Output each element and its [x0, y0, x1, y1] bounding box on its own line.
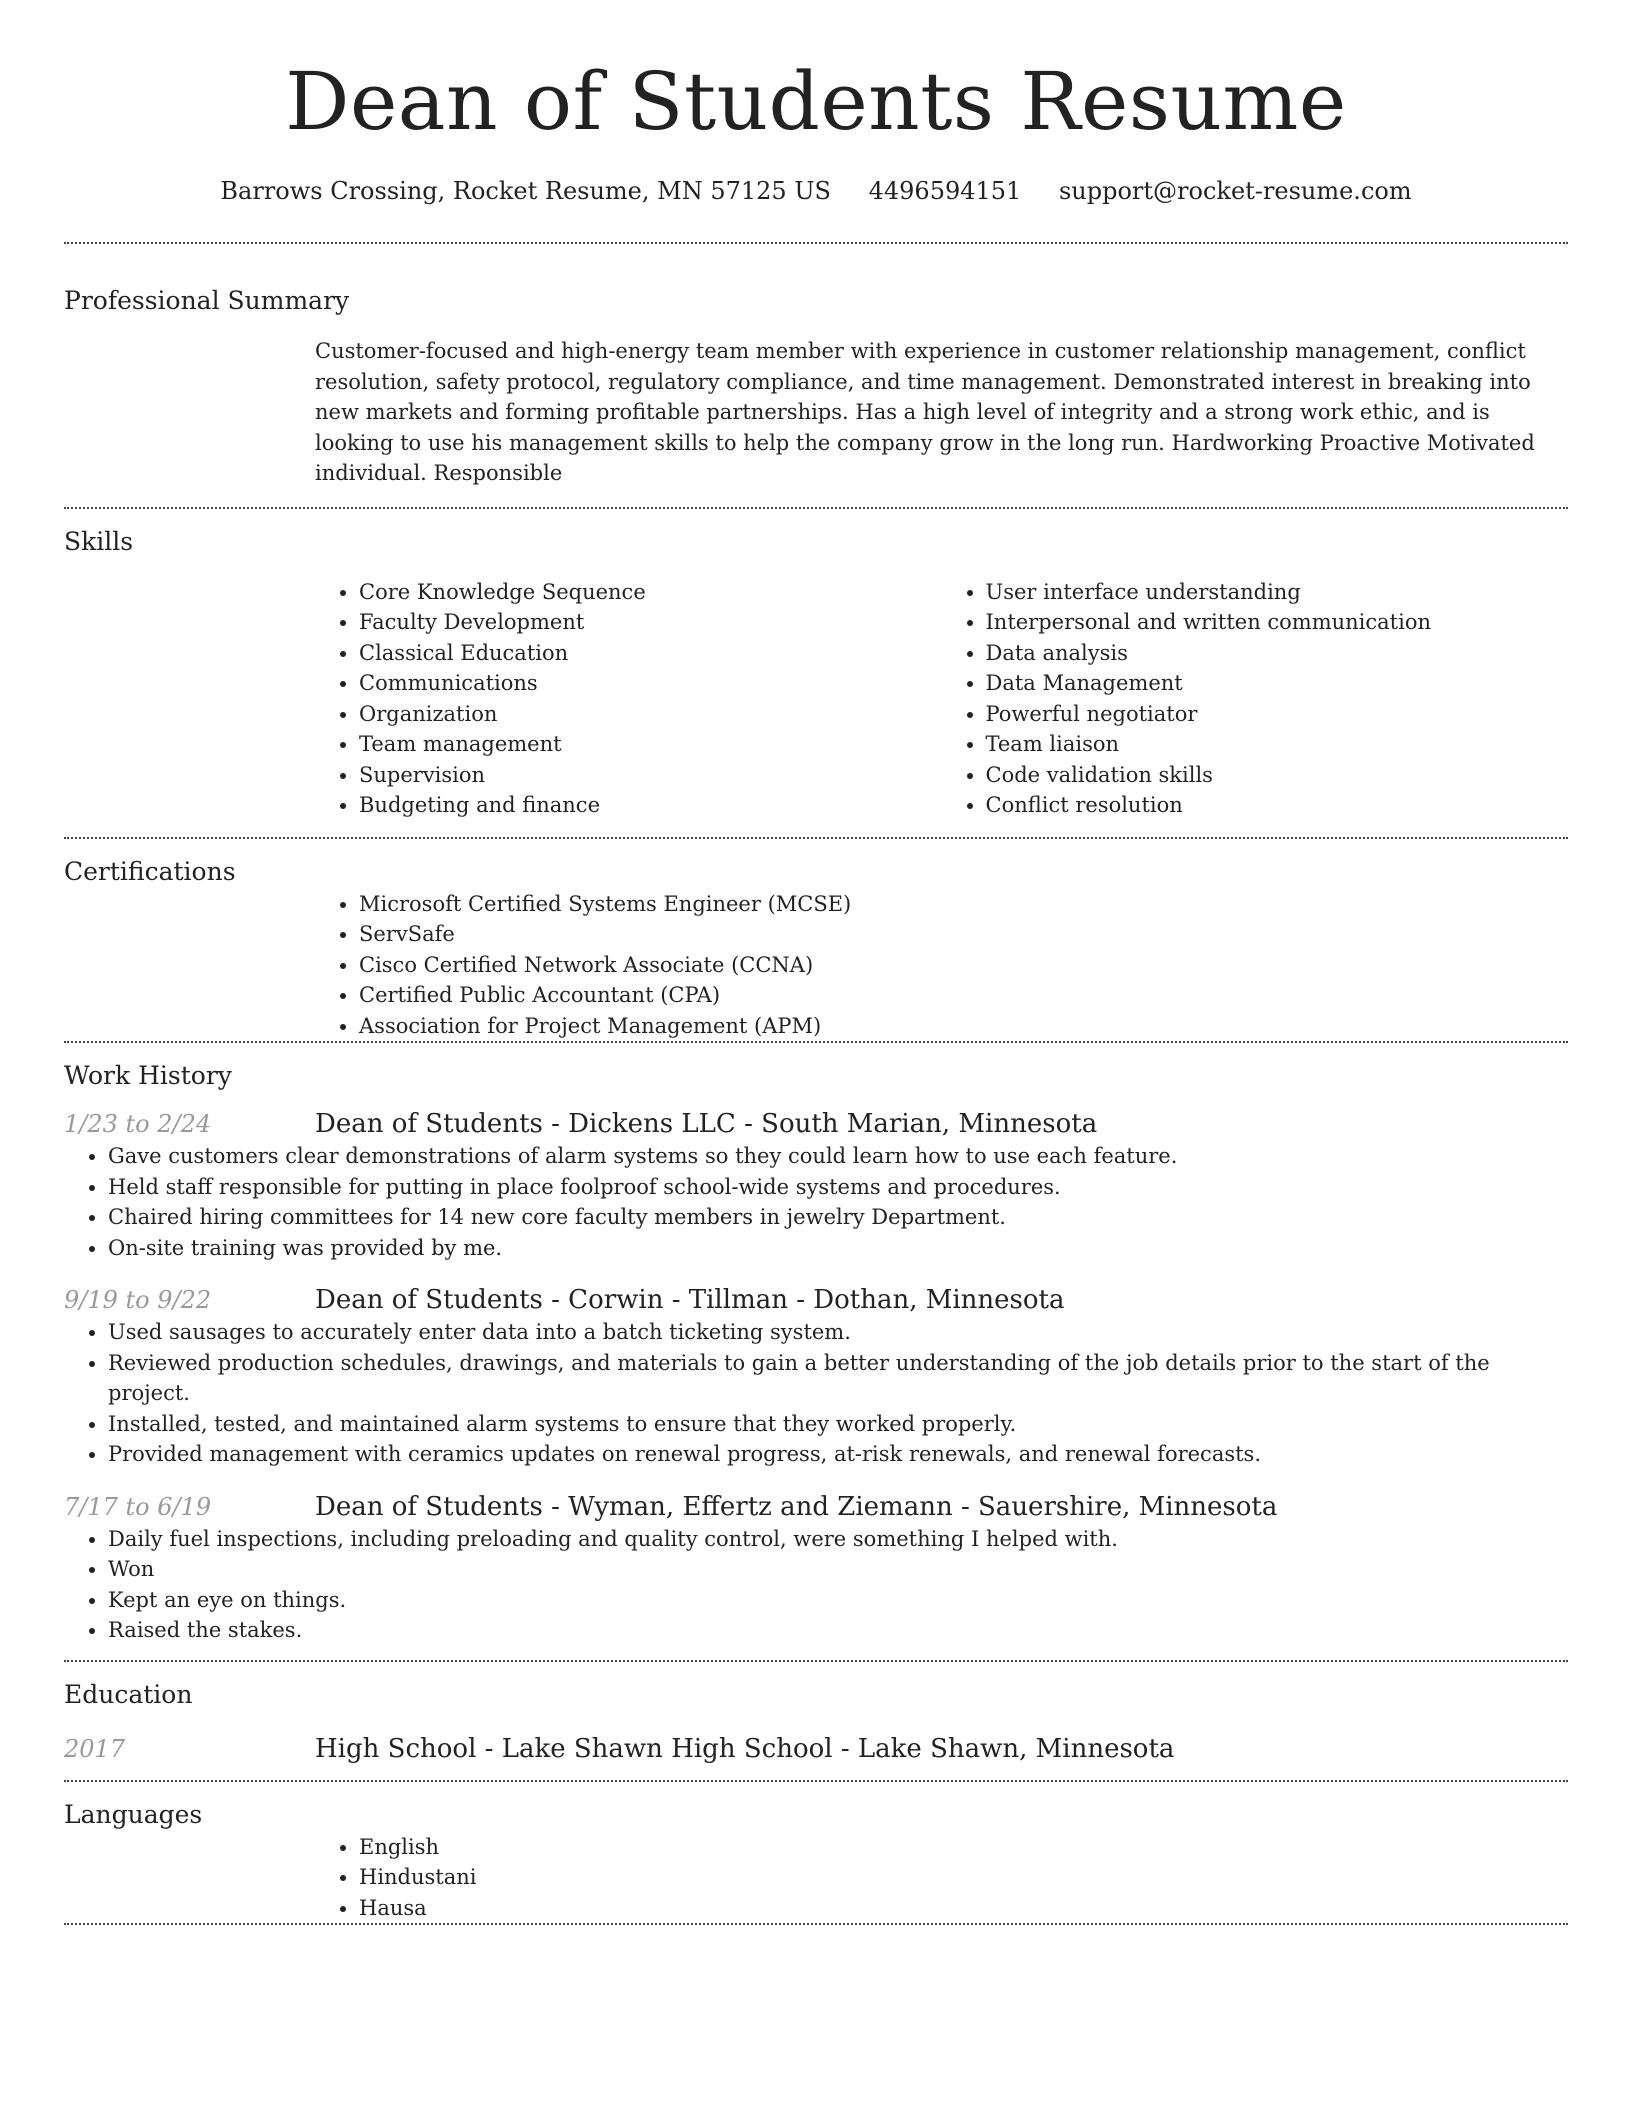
skill-item: • Organization: [359, 699, 942, 730]
skill-item: • Data Management: [986, 668, 1569, 699]
section-divider: [64, 837, 1568, 839]
section-divider: [64, 1041, 1568, 1043]
skill-item: • Conflict resolution: [986, 790, 1569, 821]
job-bullets: [64, 1524, 1568, 1646]
skill-item: • Code validation skills: [986, 760, 1569, 791]
skills-heading: Skills: [64, 526, 134, 556]
job-bullet: • On-site training was provided by me.: [108, 1233, 1568, 1264]
job-bullet: • Reviewed production schedules, drawings, and materials to gain a better understanding of the job details prior to the start of the project.: [108, 1348, 1568, 1409]
job-header: [64, 1107, 1568, 1141]
language-item: • English: [359, 1832, 1568, 1863]
education-heading: Education: [64, 1679, 193, 1709]
job-bullet: • Won: [108, 1554, 1568, 1585]
education-year: 2017: [64, 1734, 126, 1763]
job-entry: [64, 1490, 1568, 1646]
skill-item: • Budgeting and finance: [359, 790, 942, 821]
job-bullet: • Chaired hiring committees for 14 new core faculty members in jewelry Department.: [108, 1202, 1568, 1233]
education-title: High School - Lake Shawn High School - Lake Shawn, Minnesota: [315, 1733, 1175, 1764]
language-item: • Hindustani: [359, 1862, 1568, 1893]
contact-phone: 4496594151: [868, 177, 1022, 205]
job-entry: [64, 1107, 1568, 1263]
section-divider: [64, 1780, 1568, 1782]
language-item: • Hausa: [359, 1893, 1568, 1924]
certifications-content: [315, 889, 1568, 1042]
job-bullet: • Daily fuel inspections, including preloading and quality control, were something I helped with.: [108, 1524, 1568, 1555]
skill-item: • Interpersonal and written communication: [986, 607, 1569, 638]
job-bullet: • Used sausages to accurately enter data into a batch ticketing system.: [108, 1317, 1568, 1348]
section-divider: [64, 1660, 1568, 1662]
skill-item: • Data analysis: [986, 638, 1569, 669]
certification-item: • Cisco Certified Network Associate (CCNA): [359, 950, 1568, 981]
work-history-heading: Work History: [64, 1061, 232, 1090]
contact-address: Barrows Crossing, Rocket Resume, MN 57125 US: [220, 177, 831, 205]
skill-item: • Team management: [359, 729, 942, 760]
skill-item: • Classical Education: [359, 638, 942, 669]
skill-item: • Faculty Development: [359, 607, 942, 638]
languages-list: [315, 1832, 1568, 1924]
contact-email: support@rocket-resume.com: [1058, 177, 1412, 205]
skill-item: • Communications: [359, 668, 942, 699]
skill-item: • Core Knowledge Sequence: [359, 577, 942, 608]
job-bullet: • Held staff responsible for putting in place foolproof school-wide systems and procedures.: [108, 1172, 1568, 1203]
summary-heading: Professional Summary: [64, 286, 350, 315]
section-divider: [64, 507, 1568, 509]
section-divider: [64, 1923, 1568, 1925]
certifications-list: [315, 889, 1568, 1042]
job-title: Dean of Students - Corwin - Tillman - Dothan, Minnesota: [315, 1285, 1065, 1315]
certification-item: • Certified Public Accountant (CPA): [359, 980, 1568, 1011]
job-dates: 9/19 to 9/22: [64, 1286, 212, 1314]
job-entry: [64, 1283, 1568, 1470]
job-dates: 7/17 to 6/19: [64, 1492, 212, 1521]
languages-heading: Languages: [64, 1799, 203, 1829]
certification-item: • Microsoft Certified Systems Engineer (MCSE): [359, 889, 1568, 920]
resume-title: Dean of Students Resume: [285, 55, 1347, 148]
skill-item: • Team liaison: [986, 729, 1569, 760]
job-header: [64, 1283, 1568, 1317]
job-bullets: [64, 1317, 1568, 1470]
job-title: Dean of Students - Dickens LLC - South Marian, Minnesota: [315, 1109, 1098, 1139]
job-header: [64, 1490, 1568, 1524]
skills-list-left: [315, 577, 942, 821]
skills-list-right: [942, 577, 1569, 821]
job-title: Dean of Students - Wyman, Effertz and Ziemann - Sauershire, Minnesota: [315, 1491, 1278, 1522]
certification-item: • ServSafe: [359, 919, 1568, 950]
summary-text: Customer-focused and high-energy team member with experience in customer relationship management, conflict resolution, safety protocol, regulatory compliance, and time management. Demonstrated interest in breaking into new markets and forming profitable partnerships. Has a high level of integrity and a strong work ethic, and is looking to use his management skills to help the company grow in the long run. Hardworking Proactive Motivated individual. Responsible: [315, 339, 1535, 485]
contact-line: [64, 174, 1568, 208]
certifications-heading: Certifications: [64, 856, 236, 886]
job-bullet: • Kept an eye on things.: [108, 1585, 1568, 1616]
job-bullet: • Raised the stakes.: [108, 1615, 1568, 1646]
skill-item: • User interface understanding: [986, 577, 1569, 608]
skill-item: • Supervision: [359, 760, 942, 791]
summary-content: [315, 336, 1568, 489]
certification-item: • Association for Project Management (APM): [359, 1011, 1568, 1042]
job-bullet: • Provided management with ceramics updates on renewal progress, at-risk renewals, and renewal forecasts.: [108, 1439, 1568, 1470]
skills-grid: [315, 577, 1568, 821]
education-entry: [64, 1732, 1568, 1766]
job-bullet: • Installed, tested, and maintained alarm systems to ensure that they worked properly.: [108, 1409, 1568, 1440]
job-bullets: [64, 1141, 1568, 1263]
languages-content: [315, 1832, 1568, 1924]
job-dates: 1/23 to 2/24: [64, 1110, 212, 1138]
section-divider: [64, 242, 1568, 244]
skill-item: • Powerful negotiator: [986, 699, 1569, 730]
job-bullet: • Gave customers clear demonstrations of alarm systems so they could learn how to use each feature.: [108, 1141, 1568, 1172]
skills-content: [315, 577, 1568, 821]
